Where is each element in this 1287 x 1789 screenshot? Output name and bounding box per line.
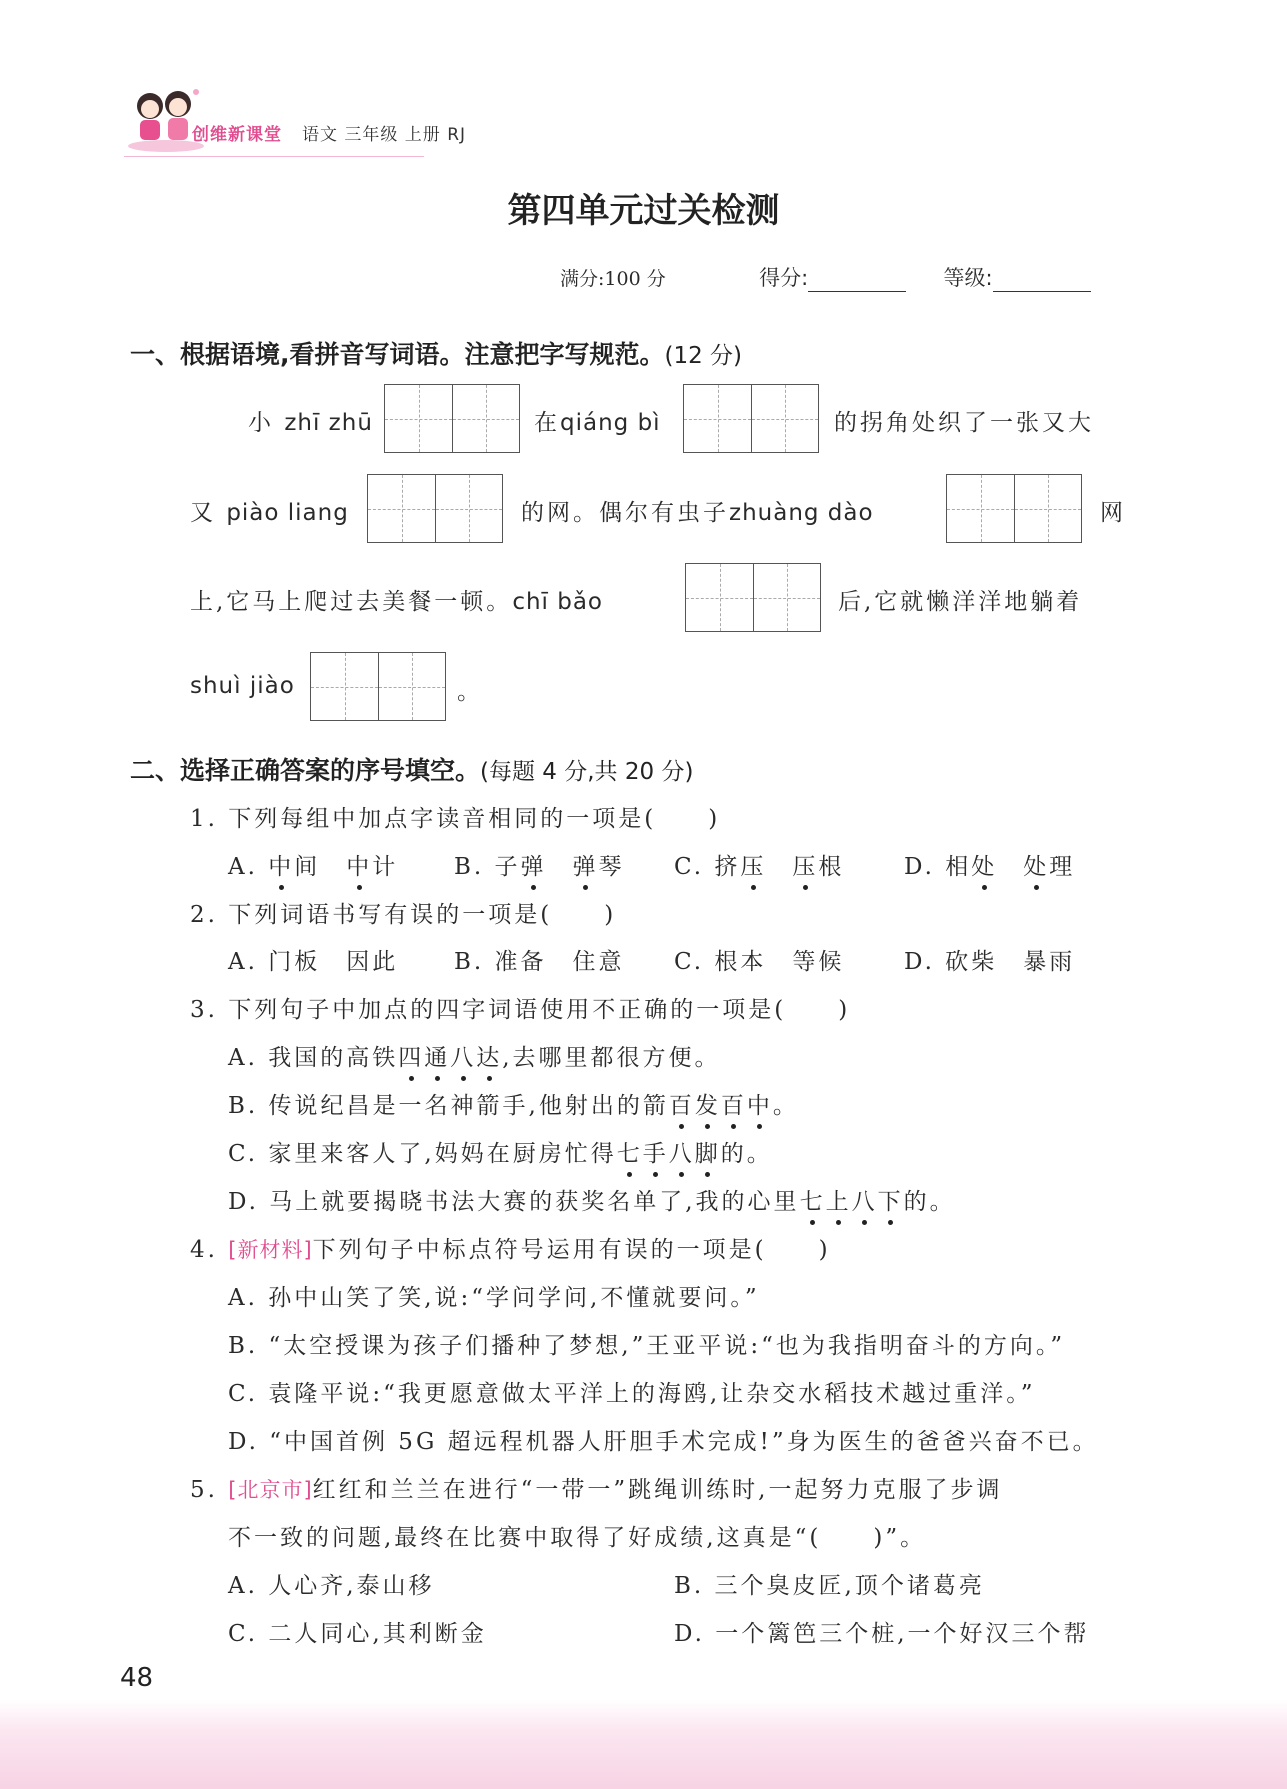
- section1-heading-text: 一、根据语境,看拼音写词语。注意把字写规范。: [130, 340, 665, 369]
- q5-option-d[interactable]: D. 一个篱笆三个桩,一个好汉三个帮: [674, 1621, 1090, 1647]
- page-title: 第四单元过关检测: [507, 191, 780, 231]
- q3-d-pre: D. 马上就要揭晓书法大赛的获奖名单了,我的心里: [228, 1189, 800, 1215]
- section1-heading: [130, 335, 742, 371]
- q5-stem-line2: 不一致的问题,最终在比赛中取得了好成绩,这真是“( )”。: [228, 1525, 927, 1551]
- q3-a-post: ,去哪里都很方便。: [502, 1045, 721, 1071]
- q3-c-pre: C. 家里来客人了,妈妈在厨房忙得: [228, 1141, 617, 1167]
- q5-option-b[interactable]: B. 三个臭皮匠,顶个诸葛亮: [674, 1573, 985, 1599]
- pinyin-zhizhu: zhī zhū: [284, 410, 373, 436]
- q3-c-post: 的。: [720, 1141, 773, 1167]
- emphasis-char: 八: [450, 1039, 476, 1072]
- emphasis-char: 通: [424, 1039, 450, 1072]
- answer-grid-shuijiao[interactable]: [310, 652, 446, 721]
- s1-line4-part1: [190, 673, 295, 699]
- q4-option-c[interactable]: C. 袁隆平说:“我更愿意做太平洋上的海鸥,让杂交水稻技术越过重洋。”: [228, 1381, 1036, 1407]
- pinyin-chibao: chī bǎo: [512, 589, 604, 615]
- emphasis-char: 七: [617, 1135, 643, 1168]
- q1-option-d[interactable]: D. 相处 处理: [904, 848, 1075, 881]
- q2-option-c[interactable]: C. 根本 等候: [674, 949, 845, 975]
- section2-points: (每题 4 分,共 20 分): [480, 759, 694, 785]
- emphasis-char: 上: [826, 1183, 852, 1216]
- q4-tag: [新材料]: [228, 1238, 313, 1262]
- s1-line1-part3: 的拐角处织了一张又大: [834, 410, 1094, 436]
- s1-line2-part2: [521, 494, 874, 527]
- emphasis-char: 八: [852, 1183, 878, 1216]
- header-divider: [124, 156, 424, 157]
- q4-stem-text: 下列句子中标点符号运用有误的一项是( ): [312, 1237, 831, 1263]
- s1-text: 小: [248, 410, 274, 436]
- emphasis-char: 手: [643, 1135, 669, 1168]
- footer-band: [0, 1700, 1287, 1789]
- q3-option-c[interactable]: [228, 1135, 773, 1168]
- q3-d-dotted: [800, 1189, 904, 1215]
- emphasis-char: 脚: [695, 1135, 721, 1168]
- answer-grid-qiangbi[interactable]: [683, 384, 819, 453]
- q5-option-c[interactable]: C. 二人同心,其利断金: [228, 1621, 487, 1647]
- q2-option-d[interactable]: D. 砍柴 暴雨: [904, 949, 1076, 975]
- q5-option-a[interactable]: A. 人心齐,泰山移: [228, 1573, 435, 1599]
- emphasis-char: 七: [800, 1183, 826, 1216]
- emphasis-char: 四: [398, 1039, 424, 1072]
- q3-option-b[interactable]: [228, 1087, 799, 1120]
- score-row: [560, 262, 1091, 292]
- q3-b-dotted: [669, 1093, 773, 1119]
- section2-heading-text: 二、选择正确答案的序号填空。: [130, 756, 481, 785]
- q1-stem: 1. 下列每组中加点字读音相同的一项是( ): [190, 806, 721, 832]
- q3-c-dotted: [617, 1141, 721, 1167]
- answer-grid-chibao[interactable]: [685, 563, 821, 632]
- q1-option-b[interactable]: B. 子弹 弹琴: [454, 848, 625, 881]
- answer-grid-piaoliang[interactable]: [367, 474, 503, 543]
- emphasis-char: 百: [669, 1087, 695, 1120]
- q2-option-a[interactable]: A. 门板 因此: [228, 949, 399, 975]
- q1-option-a[interactable]: A. 中间 中计: [228, 848, 398, 881]
- q3-d-post: 的。: [903, 1189, 956, 1215]
- subject-info: 语文 三年级 上册 RJ: [302, 125, 467, 145]
- q3-a-dotted: [398, 1045, 502, 1071]
- q4-option-d[interactable]: D. “中国首例 5G 超远程机器人肝胆手术完成!”身为医生的爸爸兴奋不已。: [228, 1429, 1099, 1455]
- q5-tag: [北京市]: [228, 1478, 313, 1502]
- q5-stem-line1: 红红和兰兰在进行“一带一”跳绳训练时,一起努力克服了步调: [312, 1477, 1003, 1503]
- grade-label: 等级:: [943, 266, 993, 290]
- s1-text: 又: [190, 500, 216, 526]
- q2-stem: 2. 下列词语书写有误的一项是( ): [190, 902, 617, 928]
- q3-a-pre: A. 我国的高铁: [228, 1045, 399, 1071]
- q5-stem: [190, 1471, 1002, 1504]
- emphasis-char: 下: [878, 1183, 904, 1216]
- section1-points: (12 分): [664, 343, 743, 369]
- s1-line4-end: 。: [457, 679, 483, 705]
- s1-line3-part2: 后,它就懒洋洋地躺着: [838, 589, 1083, 615]
- s1-line2-part3: 网: [1100, 500, 1126, 526]
- emphasis-char: 达: [476, 1039, 502, 1072]
- page-number: 48: [120, 1663, 154, 1693]
- brand-name: 创维新课堂: [192, 125, 282, 145]
- s1-line2-part1: [190, 494, 349, 527]
- q5-number: 5.: [190, 1477, 218, 1503]
- s1-line1-part2: [534, 404, 661, 437]
- q4-option-b[interactable]: B. “太空授课为孩子们播种了梦想,”王亚平说:“也为我指明奋斗的方向。”: [228, 1333, 1066, 1359]
- answer-grid-zhizhu[interactable]: [384, 384, 520, 453]
- score-label: 得分:: [759, 266, 809, 290]
- q3-stem: 3. 下列句子中加点的四字词语使用不正确的一项是( ): [190, 997, 851, 1023]
- q3-b-pre: B. 传说纪昌是一名神箭手,他射出的箭: [228, 1093, 669, 1119]
- pinyin-shuijiao: shuì jiào: [190, 673, 295, 699]
- pinyin-zhuangdao: zhuàng dào: [729, 500, 874, 526]
- pinyin-piaoliang: piào liang: [226, 500, 349, 526]
- q4-stem: [190, 1231, 831, 1264]
- s1-text: 的网。偶尔有虫子: [521, 500, 729, 526]
- answer-grid-zhuangdao[interactable]: [946, 474, 1082, 543]
- q2-option-b[interactable]: B. 准备 住意: [454, 949, 625, 975]
- q4-number: 4.: [190, 1237, 218, 1263]
- s1-line3-part1: [190, 583, 603, 616]
- q1-option-c[interactable]: C. 挤压 压根: [674, 848, 844, 881]
- grade-blank[interactable]: [993, 269, 1091, 292]
- emphasis-char: 八: [669, 1135, 695, 1168]
- pinyin-qiangbi: qiáng bì: [560, 410, 661, 436]
- q3-option-d[interactable]: [228, 1183, 956, 1216]
- s1-line1-part1: [248, 404, 373, 437]
- section2-heading: [130, 751, 693, 787]
- q3-b-post: 。: [772, 1093, 799, 1119]
- score-blank[interactable]: [808, 269, 906, 292]
- q3-option-a[interactable]: [228, 1039, 721, 1072]
- q4-option-a[interactable]: A. 孙中山笑了笑,说:“学问学问,不懂就要问。”: [228, 1285, 760, 1311]
- full-score: 满分:100 分: [560, 268, 666, 290]
- s1-text: 在: [534, 410, 560, 436]
- emphasis-char: 发: [695, 1087, 721, 1120]
- s1-text: 上,它马上爬过去美餐一顿。: [190, 589, 513, 615]
- emphasis-char: 中: [747, 1087, 773, 1120]
- emphasis-char: 百: [721, 1087, 747, 1120]
